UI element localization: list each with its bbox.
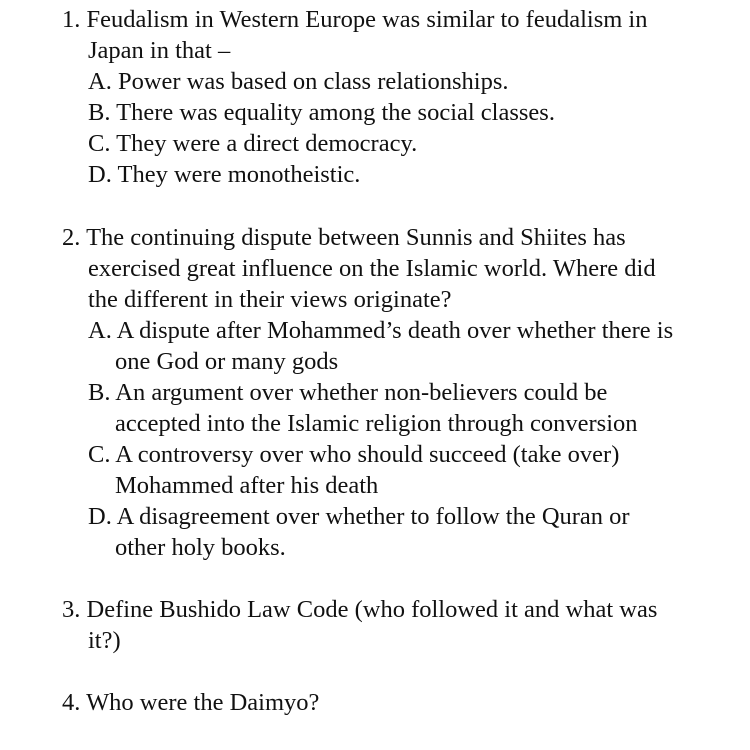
answer-option-b-continued: accepted into the Islamic religion through conversion bbox=[115, 410, 638, 437]
option-letter: C. bbox=[88, 441, 111, 468]
question-stem-line: 4. Who were the Daimyo? bbox=[62, 689, 320, 716]
option-letter: D. bbox=[88, 503, 112, 530]
answer-option-c: C. They were a direct democracy. bbox=[88, 130, 418, 157]
answer-option-b: B. There was equality among the social classes. bbox=[88, 99, 555, 126]
option-letter: C. bbox=[88, 130, 111, 157]
answer-option-a-continued: one God or many gods bbox=[115, 348, 339, 375]
option-letter: A. bbox=[88, 317, 112, 344]
question-stem-line: 2. The continuing dispute between Sunnis and Shiites has bbox=[62, 224, 626, 251]
question-stem-line: it?) bbox=[88, 627, 121, 654]
option-letter: A. bbox=[88, 68, 112, 95]
question-number: 1. bbox=[62, 6, 81, 33]
answer-option-d-continued: other holy books. bbox=[115, 534, 286, 561]
question-stem-line: the different in their views originate? bbox=[88, 286, 452, 313]
option-letter: B. bbox=[88, 379, 111, 406]
option-letter: B. bbox=[88, 99, 111, 126]
question-number: 3. bbox=[62, 596, 81, 623]
answer-option-b: B. An argument over whether non-believers could be bbox=[88, 379, 608, 406]
question-stem-line: exercised great influence on the Islamic world. Where did bbox=[88, 255, 656, 282]
answer-option-c: C. A controversy over who should succeed (take over) bbox=[88, 441, 620, 468]
answer-option-d: D. A disagreement over whether to follow the Quran or bbox=[88, 503, 630, 530]
answer-option-c-continued: Mohammed after his death bbox=[115, 472, 379, 499]
question-number: 2. bbox=[62, 224, 81, 251]
question-stem-line: 1. Feudalism in Western Europe was similar to feudalism in bbox=[62, 6, 648, 33]
answer-option-a: A. Power was based on class relationships. bbox=[88, 68, 509, 95]
answer-option-d: D. They were monotheistic. bbox=[88, 161, 361, 188]
question-number: 4. bbox=[62, 689, 81, 716]
option-letter: D. bbox=[88, 161, 112, 188]
question-stem-line: Japan in that – bbox=[88, 37, 231, 64]
question-stem-line: 3. Define Bushido Law Code (who followed it and what was bbox=[62, 596, 658, 623]
answer-option-a: A. A dispute after Mohammed’s death over whether there is bbox=[88, 317, 674, 344]
